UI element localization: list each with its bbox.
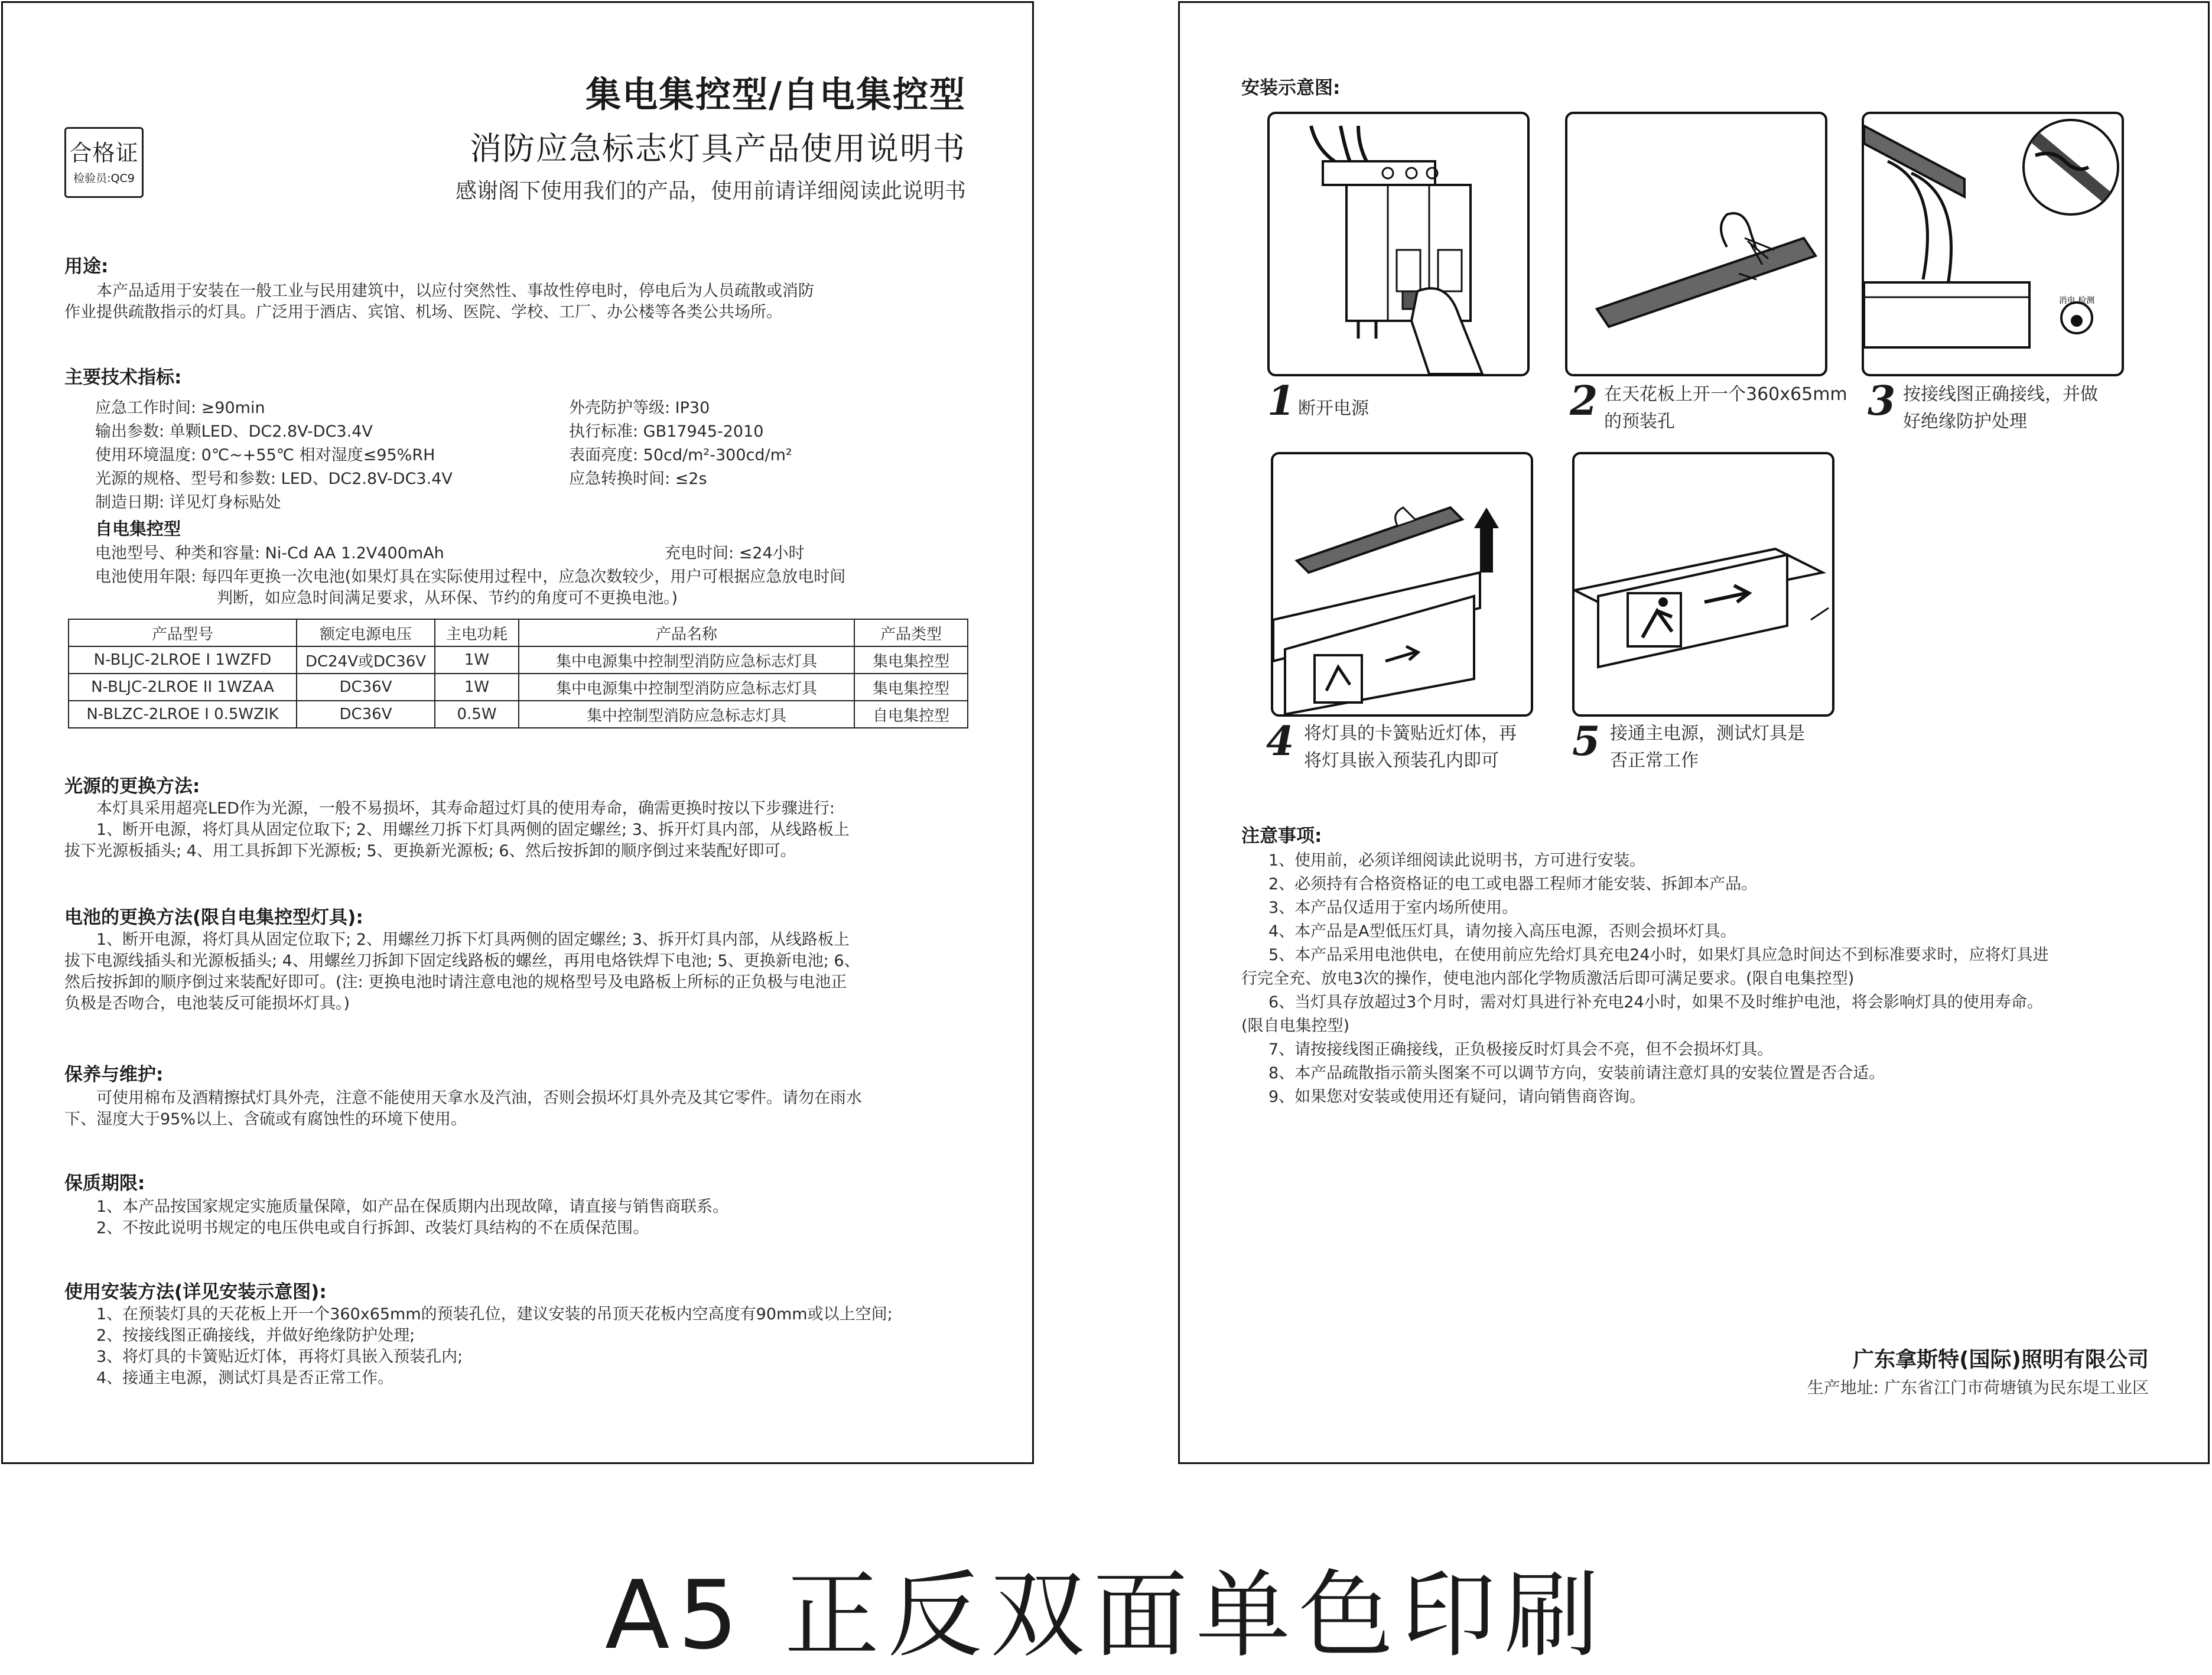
battery-heading: 电池的更换方法(限自电集控型灯具): (64, 907, 363, 928)
install-line: 1、在预装灯具的天花板上开一个360x65mm的预装孔位，建议安装的吊顶天花板内空高度有90mm或以上空间; (96, 1305, 893, 1323)
light-line: 1、断开电源，将灯具从固定位取下; 2、用螺丝刀拆下灯具两侧的固定螺丝; 3、拆开灯具内部，从线路板上 (96, 821, 850, 839)
install-heading: 使用安装方法(详见安装示意图): (64, 1282, 327, 1303)
install-line: 2、按接线图正确接线，并做好绝缘防护处理; (96, 1326, 415, 1345)
step-number: 5 (1572, 718, 1601, 765)
certificate-label: 合格证 (69, 140, 139, 166)
install-figure-2 (1565, 112, 1827, 376)
document-title: 集电集控型/自电集控型 (585, 74, 966, 116)
table-cell: N-BLJC-2LROE II 1WZAA (69, 674, 297, 701)
table-cell: 0.5W (435, 701, 519, 728)
self-control-heading: 自电集控型 (95, 519, 181, 539)
spec-item: 应急转换时间: ≤2s (569, 470, 707, 488)
wiring-illustration (1864, 114, 2122, 374)
table-cell: N-BLZC-2LROE I 0.5WZIK (69, 701, 297, 728)
spec-item: 外壳防护等级: IP30 (569, 399, 710, 417)
spec-left-list (95, 396, 453, 515)
step-number: 3 (1868, 378, 1896, 425)
table-row (69, 674, 968, 701)
spec-item: 表面亮度: 50cd/m²-300cd/m² (569, 446, 792, 464)
notes-line: 2、必须持有合格资格证的电工或电器工程师才能安装、拆卸本产品。 (1268, 875, 1758, 893)
battery-text (64, 929, 860, 1014)
spec-item: 输出参数: 单颗LED、DC2.8V-DC3.4V (95, 422, 373, 441)
step-text (1903, 381, 2098, 435)
left-page (1, 1, 1034, 1464)
warranty-line: 2、不按此说明书规定的电压供电或自行拆卸、改装灯具结构的不在质保范围。 (96, 1219, 649, 1237)
install-text (96, 1304, 893, 1389)
company-address: 生产地址: 广东省江门市荷塘镇为民东堤工业区 (1807, 1378, 2149, 1397)
table-header: 主电功耗 (435, 619, 519, 646)
battery-line: 负极是否吻合，电池装反可能损坏灯具。) (64, 994, 350, 1013)
notes-line: (限自电集控型) (1241, 1017, 1350, 1035)
step-line: 否正常工作 (1610, 750, 1699, 771)
diagram-heading: 安装示意图: (1241, 77, 1341, 99)
ceiling-cutout-illustration (1567, 114, 1825, 374)
table-cell: 自电集控型 (854, 701, 968, 728)
step-line: 好绝缘防护处理 (1903, 411, 2027, 432)
step-text (1304, 720, 1517, 775)
step-line: 在天花板上开一个360x65mm (1604, 384, 1847, 405)
charge-time: 充电时间: ≤24小时 (665, 544, 805, 562)
step-text (1604, 381, 1847, 435)
battery-type: 电池型号、种类和容量: Ni-Cd AA 1.2V400mAh (95, 544, 444, 562)
warranty-line: 1、本产品按国家规定实施质量保障，如产品在保质期内出现故障，请直接与销售商联系。 (96, 1198, 729, 1216)
step-line: 接通主电源，测试灯具是 (1610, 723, 1805, 744)
spec-item: 应急工作时间: ≥90min (95, 399, 265, 417)
usage-line: 作业提供疏散指示的灯具。广泛用于酒店、宾馆、机场、医院、学校、工厂、办公楼等各类公共场所。 (64, 303, 782, 321)
table-cell: 集中电源集中控制型消防应急标志灯具 (519, 646, 854, 674)
notes-line: 9、如果您对安装或使用还有疑问，请向销售商咨询。 (1268, 1088, 1646, 1106)
notes-line: 7、请按接线图正确接线，正负极接反时灯具会不亮，但不会损坏灯具。 (1268, 1040, 1774, 1059)
step-line: 的预装孔 (1604, 411, 1675, 432)
notes-line: 3、本产品仅适用于室内场所使用。 (1268, 899, 1518, 917)
spec-item: 使用环境温度: 0℃~+55℃ 相对湿度≤95%RH (95, 446, 435, 464)
table-cell: DC36V (297, 701, 435, 728)
usage-heading: 用途: (64, 256, 109, 277)
table-row (69, 701, 968, 728)
light-text (64, 798, 850, 862)
install-figure-1 (1267, 112, 1530, 376)
step-number: 2 (1570, 378, 1598, 425)
warranty-text (96, 1196, 728, 1239)
maintenance-text (64, 1088, 862, 1130)
table-header: 产品型号 (69, 619, 297, 646)
battery-line: 拔下电源线插头和光源板插头; 4、用螺丝刀拆卸下固定线路板的螺丝，再用电烙铁焊下电池; 5、更换新电池; 6、 (64, 952, 860, 970)
battery-line: 1、断开电源，将灯具从固定位取下; 2、用螺丝刀拆下灯具两侧的固定螺丝; 3、拆开灯具内部，从线路板上 (96, 931, 850, 949)
step-line: 按接线图正确接线，并做 (1903, 384, 2098, 405)
spec-item: 执行标准: GB17945-2010 (569, 422, 764, 441)
table-header-row (69, 619, 968, 646)
certificate-inspector: 检验员:QC9 (73, 172, 135, 185)
spec-item: 制造日期: 详见灯身标贴处 (95, 493, 281, 512)
notes-line: 8、本产品疏散指示箭头图案不可以调节方向，安装前请注意灯具的安装位置是否合适。 (1268, 1064, 1885, 1082)
table-header: 产品名称 (519, 619, 854, 646)
table-header: 产品类型 (854, 619, 968, 646)
table-cell: 集中控制型消防应急标志灯具 (519, 701, 854, 728)
spec-item: 光源的规格、型号和参数: LED、DC2.8V-DC3.4V (95, 470, 453, 488)
maintenance-heading: 保养与维护: (64, 1064, 164, 1085)
install-line: 3、将灯具的卡簧贴近灯体，再将灯具嵌入预装孔内; (96, 1348, 463, 1366)
notes-line: 4、本产品是A型低压灯具，请勿接入高压电源，否则会损坏灯具。 (1268, 922, 1736, 941)
step-line: 将灯具的卡簧贴近灯体，再 (1304, 723, 1517, 744)
install-figure-5 (1572, 452, 1834, 717)
step-number: 4 (1266, 718, 1294, 765)
notes-line: 1、使用前，必须详细阅读此说明书，方可进行安装。 (1268, 851, 1646, 870)
battery-life (95, 567, 845, 609)
step-number: 1 (1267, 378, 1296, 425)
step-line: 将灯具嵌入预装孔内即可 (1304, 750, 1499, 771)
table-cell: 1W (435, 646, 519, 674)
warranty-heading: 保质期限: (64, 1173, 145, 1194)
spec-right-list (569, 396, 792, 491)
notes-line: 6、当灯具存放超过3个月时，需对灯具进行补充电24小时，如果不及时维护电池，将会影响灯具的使用寿命。 (1268, 993, 2043, 1011)
table-cell: 集电集控型 (854, 674, 968, 701)
certificate-stamp (64, 127, 144, 198)
install-figure-4 (1271, 452, 1533, 717)
light-line: 本灯具采用超亮LED作为光源，一般不易损坏，其寿命超过灯具的使用寿命，确需更换时按以下步骤进行: (96, 799, 835, 818)
step-line: 断开电源 (1298, 398, 1369, 419)
table-row (69, 646, 968, 674)
install-line: 4、接通主电源，测试灯具是否正常工作。 (96, 1369, 394, 1387)
light-heading: 光源的更换方法: (64, 776, 200, 797)
battery-life-line: 电池使用年限: 每四年更换一次电池(如果灯具在实际使用过程中，应急次数较少，用户可根据应急放电时间 (95, 568, 846, 586)
maintenance-line: 可使用棉布及酒精擦拭灯具外壳，注意不能使用天拿水及汽油，否则会损坏灯具外壳及其它零件。请勿在雨水 (96, 1089, 862, 1107)
step-text (1298, 395, 1369, 422)
table-header: 额定电源电压 (297, 619, 435, 646)
usage-line: 本产品适用于安装在一般工业与民用建筑中，以应付突然性、事故性停电时，停电后为人员疏散或消防 (96, 282, 814, 300)
print-spec-footer: A5 正反双面单色印刷 (604, 1560, 1608, 1670)
battery-life-line: 判断，如应急时间满足要求，从环保、节约的角度可不更换电池。) (217, 589, 678, 607)
switch-label: 消电 检测 (2058, 296, 2095, 305)
table-cell: DC36V (297, 674, 435, 701)
battery-line: 然后按拆卸的顺序倒过来装配好即可。(注: 更换电池时请注意电池的规格型号及电路板上所标的正负极与电池正 (64, 973, 847, 991)
spec-heading: 主要技术指标: (64, 367, 182, 388)
table-cell: N-BLJC-2LROE I 1WZFD (69, 646, 297, 674)
maintenance-line: 下、湿度大于95%以上、含硫或有腐蚀性的环境下使用。 (64, 1110, 467, 1128)
install-figure-3 (1862, 112, 2124, 376)
step-text (1610, 720, 1805, 775)
table-cell: 集中电源集中控制型消防应急标志灯具 (519, 674, 854, 701)
breaker-illustration (1270, 114, 1527, 374)
document-subtitle: 消防应急标志灯具产品使用说明书 (470, 130, 966, 167)
table-cell: 集电集控型 (854, 646, 968, 674)
notes-line: 5、本产品采用电池供电，在使用前应先给灯具充电24小时，如果灯具应急时间达不到标准要求时，应将灯具进 (1268, 946, 2049, 964)
light-line: 拔下光源板插头; 4、用工具拆卸下光源板; 5、更换新光源板; 6、然后按拆卸的顺序倒过来装配好即可。 (64, 842, 796, 860)
notes-text (1241, 849, 2049, 1109)
installed-sign-illustration (1575, 454, 1832, 714)
usage-text (64, 281, 814, 323)
table-cell: DC24V或DC36V (297, 646, 435, 674)
document-note: 感谢阁下使用我们的产品，使用前请详细阅读此说明书 (455, 179, 966, 203)
table-cell: 1W (435, 674, 519, 701)
right-page (1178, 1, 2210, 1464)
notes-heading: 注意事项: (1241, 825, 1322, 847)
notes-line: 行完全充、放电3次的操作，使电池内部化学物质激活后即可满足要求。(限自电集控型) (1241, 970, 1855, 988)
company-name: 广东拿斯特(国际)照明有限公司 (1853, 1348, 2149, 1372)
product-table (68, 619, 968, 728)
mounting-illustration (1273, 454, 1531, 714)
